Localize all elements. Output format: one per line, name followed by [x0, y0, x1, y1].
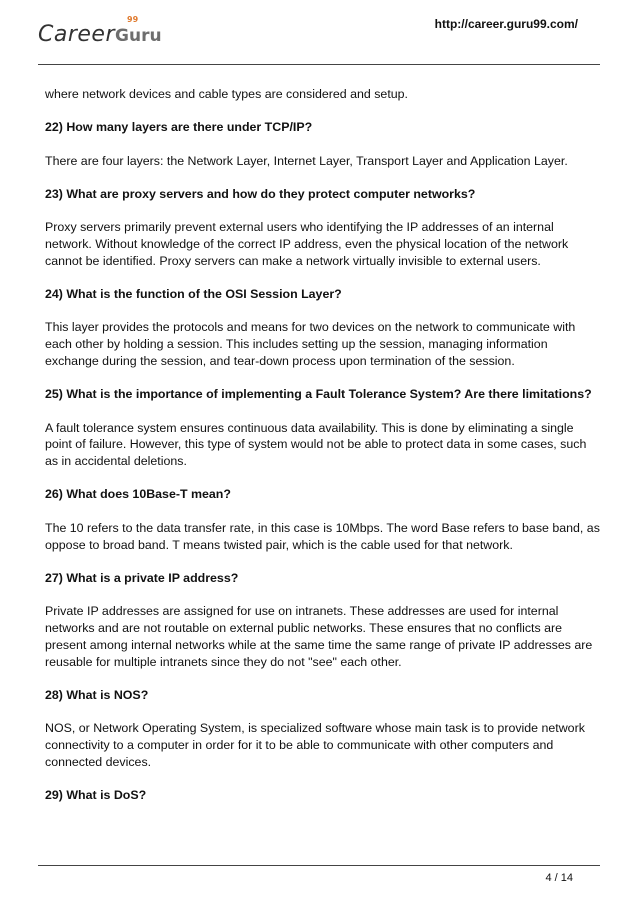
footer-divider [38, 865, 600, 866]
answer-28: NOS, or Network Operating System, is specialized software whose main task is to provide network connectivity to a computer in order for it to be able to communicate with other computers and connected devices. [45, 721, 585, 769]
logo-guru-text: Guru [115, 26, 162, 46]
question-25: 25) What is the importance of implementing a Fault Tolerance System? Are there limitations? [45, 387, 592, 402]
careerguru-logo [38, 15, 162, 47]
question-27: 27) What is a private IP address? [45, 570, 239, 585]
answer-25: A fault tolerance system ensures continuous data availability. This is done by eliminating a single point of failure. However, this type of system would not be able to protect data in some cases, such as in accidental deletions. [45, 420, 587, 469]
page-number: 4 / 14 [545, 872, 573, 884]
answer-24: This layer provides the protocols and means for two devices on the network to communicate with each other by holding a session. This includes setting up the session, managing information exchange during the session, and tear-down process upon termination of the session. [45, 320, 576, 368]
question-22: 22) How many layers are there under TCP/IP? [45, 120, 313, 135]
intro-text: where network devices and cable types are considered and setup. [45, 87, 408, 101]
logo-career-text: Career [38, 22, 116, 47]
question-24: 24) What is the function of the OSI Session Layer? [45, 287, 342, 302]
header-divider [38, 64, 600, 65]
answer-26: The 10 refers to the data transfer rate, in this case is 10Mbps. The word Base refers to base band, as oppose to broad band. T means twisted pair, which is the cable used for that network. [45, 520, 600, 552]
answer-23: Proxy servers primarily prevent external users who identifying the IP addresses of an internal network. Without knowledge of the correct IP address, even the physical location of the network cannot be identified. Proxy servers can make a network virtually invisible to external users. [45, 220, 569, 268]
answer-22: There are four layers: the Network Layer, Internet Layer, Transport Layer and Application Layer. [45, 153, 568, 168]
question-23: 23) What are proxy servers and how do they protect computer networks? [45, 186, 476, 201]
question-29: 29) What is DoS? [45, 788, 147, 803]
logo-99-superscript: 99 [127, 15, 139, 24]
header-url[interactable]: http://career.guru99.com/ [434, 17, 578, 31]
question-28: 28) What is NOS? [45, 687, 149, 702]
question-26: 26) What does 10Base-T mean? [45, 487, 231, 502]
answer-27: Private IP addresses are assigned for use on intranets. These addresses are used for internal networks and are not routable on external public networks. These ensures that no conflicts are present among internal networks while at the same time the same range of private IP addresses are reusable for multiple intranets since they do not "see" each other. [45, 604, 593, 669]
page-content [45, 86, 600, 820]
